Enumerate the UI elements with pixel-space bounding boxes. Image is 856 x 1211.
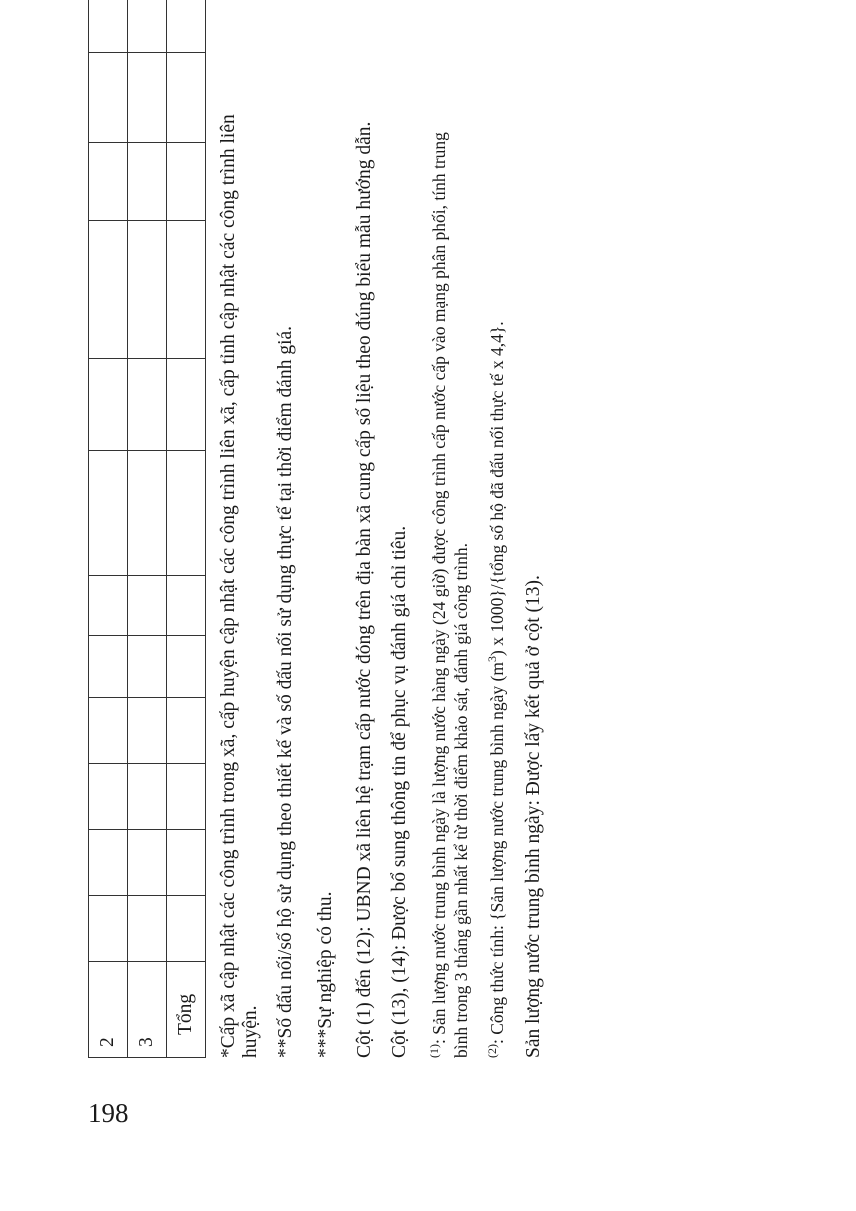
note-cot-1-12: Cột (1) đến (12): UBND xã liên hệ trạm cấp nước đóng trên địa bàn xã cung cấp số liệu theo đúng biểu mẫu hướng dẫn. xyxy=(354,121,375,1058)
data-table xyxy=(88,0,206,1058)
table-row xyxy=(128,0,167,1058)
table-row-total xyxy=(167,0,206,1058)
page-number: 198 xyxy=(88,1098,129,1128)
note-dau-noi: **Số đấu nối/số hộ sử dụng theo thiết kế và số đấu nối sử dụng thực tế tại thời điểm đánh giá. xyxy=(275,325,296,1058)
row-label-total: Tổng xyxy=(167,962,206,1058)
note-footnote-1: $^{(1)}$: Sản lượng nước trung bình ngày là lượng nước hàng ngày (24 giờ) được công trình cấp nước cấp vào mạng phân phối, tính trung bình trong 3 tháng gần nhất kể từ thời điểm khảo sát, đánh giá công trình. xyxy=(427,132,471,1058)
note-su-nghiep: ***Sự nghiệp có thu. xyxy=(315,891,336,1058)
note-capxa: *Cấp xã cập nhật các công trình trong xã, cấp huyện cập nhật các công trình liên xã, cấp tỉnh cập nhật các công trình liên huyện. xyxy=(218,114,261,1058)
table-row xyxy=(89,0,128,1058)
row-label: 3 xyxy=(128,962,167,1058)
footnotes xyxy=(218,98,545,1058)
row-label: 2 xyxy=(89,962,128,1058)
note-san-luong: Sản lượng nước trung bình ngày: Được lấy kết quả ở cột (13). xyxy=(523,575,544,1058)
note-footnote-2: $^{(2)}$: Công thức tính: {Sản lượng nước trung bình ngày $(m^3)$ x 1000}/{tổng số hộ đã đấu nối thực tế x 4,4}. xyxy=(485,321,507,1058)
rotated-content xyxy=(88,88,778,1058)
note-cot-13-14: Cột (13), (14): Được bổ sung thông tin để phục vụ đánh giá chỉ tiêu. xyxy=(389,525,410,1058)
